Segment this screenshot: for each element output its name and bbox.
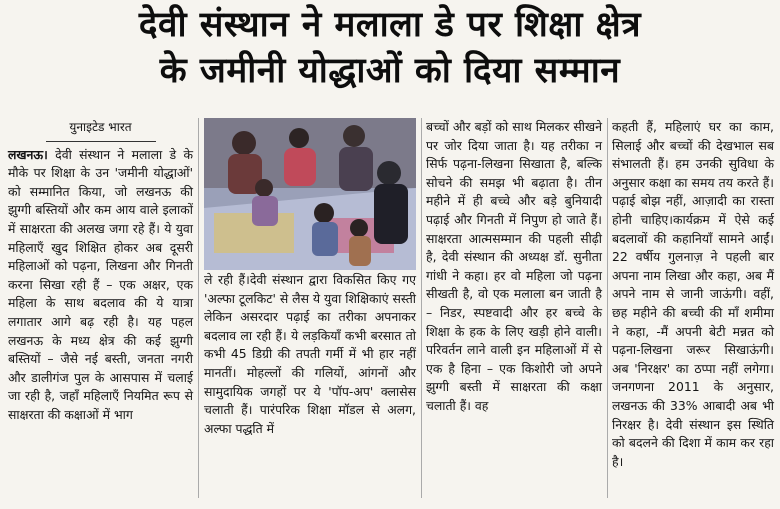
article-column-1	[8, 118, 193, 425]
headline	[0, 2, 780, 94]
column-4-text: कहती हैं, महिलाएं घर का काम, सिलाई और बच्चों की देखभाल सब संभालती हैं। हम उनकी सुविधा के अनुसार कक्षा का समय तय करते हैं। पढ़ाई बोझ नहीं, आज़ादी का रास्ता होनी चाहिए।कार्यक्रम में ऐसे कई बदलावों की कहानियाँ सामने आईं। 22 वर्षीय गुलनाज़ ने पहली बार अपना नाम लिखा और कहा, अब मैं अपने नाम से जानी जाऊंगी। वहीं, छह महीने की बच्ची की माँ शमीमा ने कहा, -मैं अपनी बेटी मन्नत को पढ़ना-लिखना जरूर सिखाऊंगी। अब 'निरक्षर' का ठप्पा नहीं लगेगा।जनगणना 2011 के अनुसार, लखनऊ की 33% आबादी अब भी निरक्षर है। देवी संस्थान इस स्थिति को बदलने की दिशा में काम कर रहा है।	[612, 119, 774, 469]
article-column-4	[612, 118, 774, 471]
column-1-text	[8, 146, 193, 425]
column-divider	[607, 118, 608, 498]
article-column-3	[426, 118, 602, 416]
photo-illustration	[204, 118, 416, 270]
byline: युनाइटेड भारत	[46, 118, 156, 142]
column-3-text: बच्चों और बड़ों को साथ मिलकर सीखने पर जोर दिया जाता है। यह तरीका न सिर्फ पढ़ना-लिखना सिखाता है, बल्कि सोचने की समझ भी बढ़ाता है। तीन महीने में ही बच्चे और बड़े बुनियादी पढ़ाई और गिनती में निपुण हो जाते हैं।साक्षरता आत्मसम्मान की पहली सीढ़ी है, देवी संस्थान की अध्यक्ष डॉ. सुनीता गांधी ने कहा। हर वो महिला जो पढ़ना सीखती है, वो एक मलाला बन जाती है – निडर, स्पष्टवादी और हर बच्चे के शिक्षा के हक के लिए खड़ी होने वाली।परिवर्तन लाने वाली इन महिलाओं में से एक है हिना – एक किशोरी जो अपने झुग्गी बस्ती में साक्षरता की कक्षा चलाती हैं। वह	[426, 119, 602, 413]
column-divider	[198, 118, 199, 498]
column-1-body: देवी संस्थान ने मलाला डे के मौके पर शिक्षा के उन 'जमीनी योद्धाओं' को सम्मानित किया, जो लखनऊ की झुग्गी बस्तियों और कम आय वाले इलाकों में साक्षरता की अलख जगा रहे हैं। ये युवा महिलाएँ खुद शिक्षित होकर अब दूसरी महिलाओं को पढ़ना, लिखना और गिनती करना सिखा रही हैं – एक अक्षर, एक महिला के साथ बदलाव की ये यात्रा लगातार आगे बढ़ रही है। यह पहल लखनऊ के मध्य क्षेत्र की कई झुग्गी बस्तियों – जैसे नई बस्ती, जनता नगरी और डालीगंज पुल के आसपास में चलाई जा रही है, जहाँ महिलाएँ नियमित रूप से साक्षरता की कक्षाओं में भाग	[8, 146, 193, 422]
column-divider	[421, 118, 422, 498]
article-column-2	[204, 271, 416, 438]
article-photo	[204, 118, 416, 270]
dateline: लखनऊ।	[8, 146, 48, 162]
column-2-text: ले रही हैं।देवी संस्थान द्वारा विकसित किए गए 'अल्फा टूलकिट' से लैस ये युवा शिक्षिकाएं सस्ती लेकिन असरदार पढ़ाई का तरीका अपनाकर बदलाव ला रही हैं। ये लड़कियाँ कभी बरसात तो कभी 45 डिग्री की तपती गर्मी में भी हार नहीं मानतीं। मोहल्लों की गलियों, आंगनों और सामुदायिक जगहों पर ये 'पॉप-अप' क्लासेस चलाती हैं। पारंपरिक शिक्षा मॉडल से अलग, अल्फा पद्धति में	[204, 272, 416, 436]
headline-line-1: देवी संस्थान ने मलाला डे पर शिक्षा क्षेत्र	[138, 5, 642, 45]
headline-line-2: के जमीनी योद्धाओं को दिया सम्मान	[159, 51, 621, 91]
